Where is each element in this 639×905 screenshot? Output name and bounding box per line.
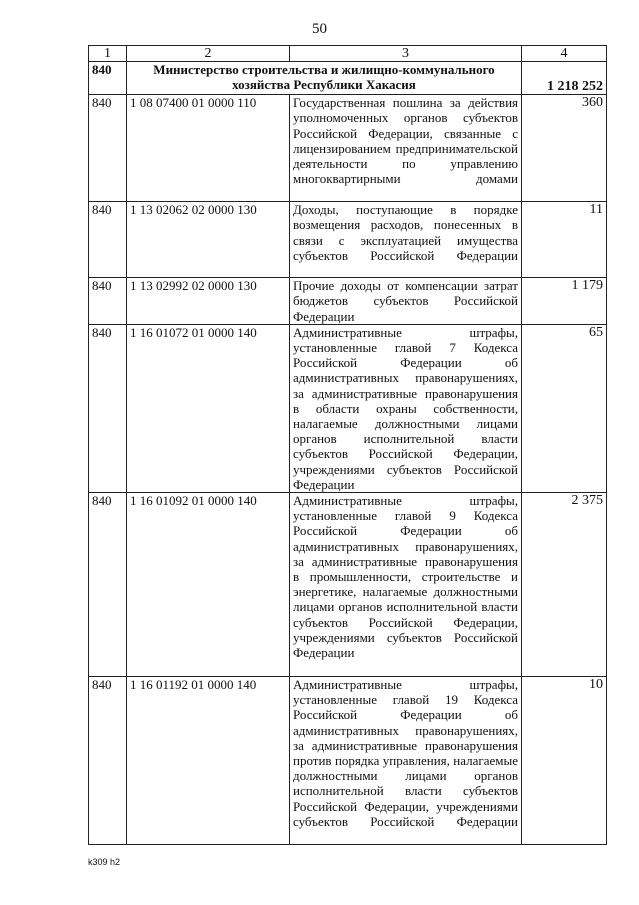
row-amount: 1 179 [522,278,607,325]
column-header-3: 3 [290,46,522,62]
row-admin-code: 840 [89,677,127,845]
row-description: Прочие доходы от компенсации затрат бюджетов субъектов Российской Федерации [290,278,522,325]
row-budget-code: 1 16 01092 01 0000 140 [127,493,290,677]
row-budget-code: 1 13 02992 02 0000 130 [127,278,290,325]
section-name: Министерство строительства и жилищно-коммунального хозяйства Республики Хакасия [127,62,522,95]
section-admin-code: 840 [89,62,127,95]
row-description: Административные штрафы, установленные главой 9 Кодекса Российской Федерации об административных правонарушениях, за административные правонарушения в промышленности, строительстве и энергетике, налагаемые должностными лицами органов исполнительной власти субъектов Российской Федерации, учреждениями субъектов Российской Федерации [290,493,522,677]
row-admin-code: 840 [89,95,127,202]
row-admin-code: 840 [89,493,127,677]
row-admin-code: 840 [89,324,127,492]
row-admin-code: 840 [89,278,127,325]
row-budget-code: 1 13 02062 02 0000 130 [127,202,290,278]
section-amount: 1 218 252 [522,62,607,95]
table-row [89,493,607,677]
footer-code: k309 h2 [88,857,121,867]
row-amount: 2 375 [522,493,607,677]
table-row [89,677,607,845]
row-description: Доходы, поступающие в порядке возмещения расходов, понесенных в связи с эксплуатацией имущества субъектов Российской Федерации [290,202,522,278]
row-budget-code: 1 08 07400 01 0000 110 [127,95,290,202]
column-header-2: 2 [127,46,290,62]
row-description: Государственная пошлина за действия уполномоченных органов субъектов Российской Федерации, связанные с лицензированием предпринимательской деятельности по управлению многоквартирными домами [290,95,522,202]
table-row [89,278,607,325]
column-number-header [89,46,607,62]
page-number: 50 [312,21,327,37]
row-admin-code: 840 [89,202,127,278]
section-row [89,62,607,95]
column-header-1: 1 [89,46,127,62]
row-amount: 65 [522,324,607,492]
row-amount: 11 [522,202,607,278]
row-amount: 360 [522,95,607,202]
row-description: Административные штрафы, установленные главой 7 Кодекса Российской Федерации об административных правонарушениях, за административные правонарушения в области охраны собственности, налагаемые должностными лицами органов исполнительной власти субъектов Российской Федерации, учреждениями субъектов Российской Федерации [290,324,522,492]
table-row [89,324,607,492]
revenue-table [88,45,607,845]
row-budget-code: 1 16 01192 01 0000 140 [127,677,290,845]
column-header-4: 4 [522,46,607,62]
row-amount: 10 [522,677,607,845]
table-row [89,202,607,278]
row-budget-code: 1 16 01072 01 0000 140 [127,324,290,492]
table-row [89,95,607,202]
row-description: Административные штрафы, установленные главой 19 Кодекса Российской Федерации об административных правонарушениях, за административные правонарушения против порядка управления, налагаемые должностными лицами органов исполнительной власти субъектов Российской Федерации, учреждениями субъектов Российской Федерации [290,677,522,845]
